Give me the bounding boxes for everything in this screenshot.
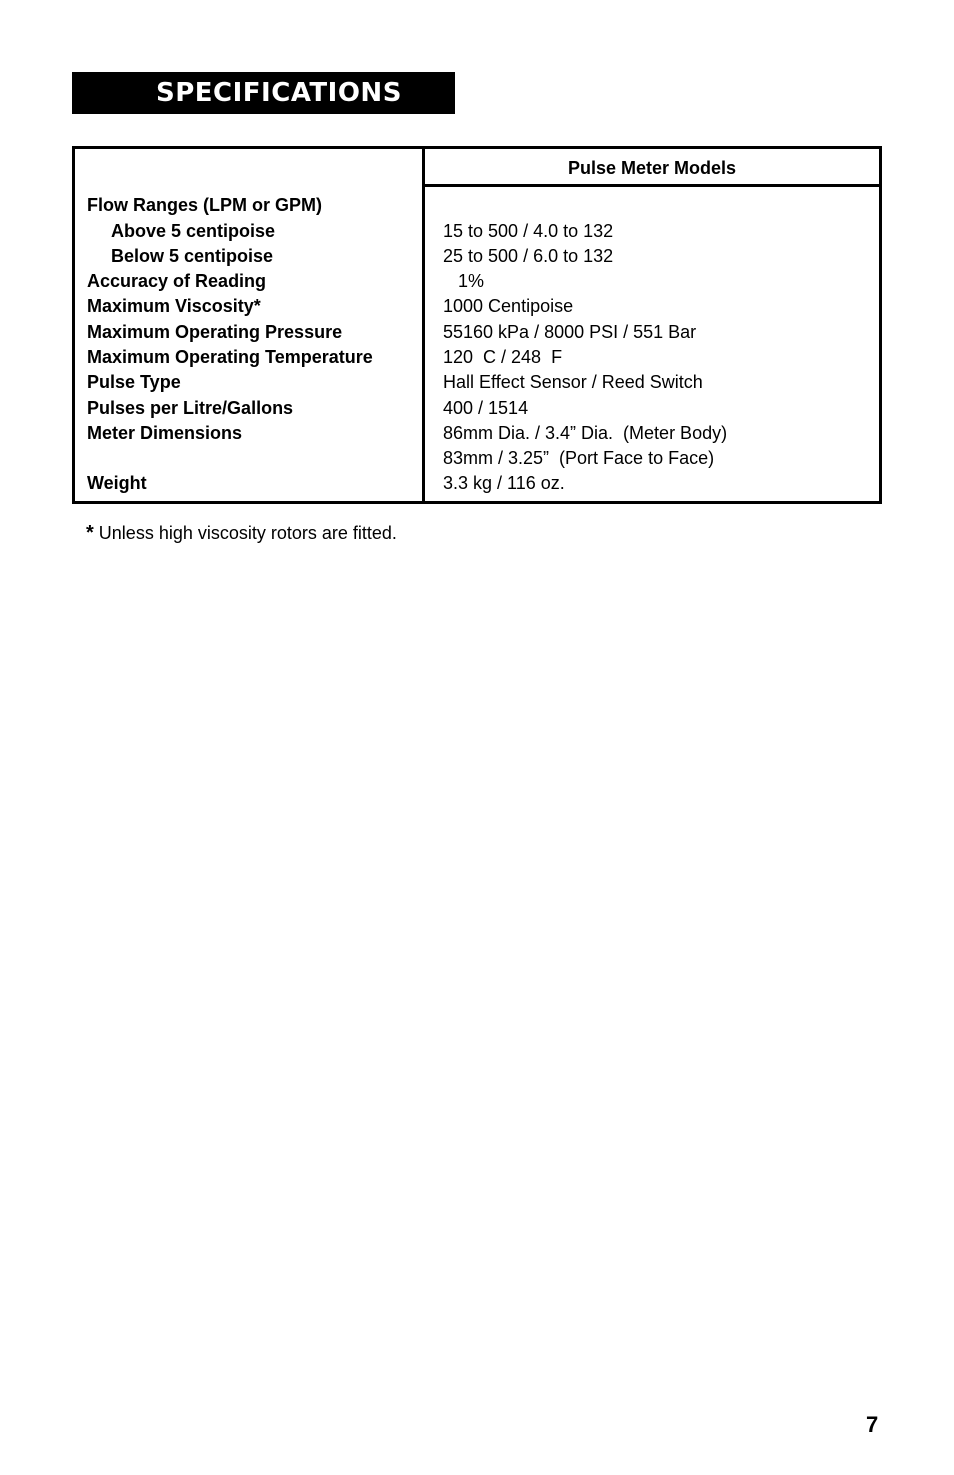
value-above-5-centipoise: 15 to 500 / 4.0 to 132	[443, 221, 614, 241]
footnote	[86, 522, 397, 544]
page-number: 7	[866, 1412, 879, 1437]
value-weight: 3.3 kg / 116 oz.	[443, 473, 565, 493]
footnote-text: Unless high viscosity rotors are fitted.	[93, 523, 397, 543]
value-meter-dimensions-body: 86mm Dia. / 3.4” Dia. (Meter Body)	[443, 423, 728, 443]
section-title: SPECIFICATIONS	[156, 78, 402, 108]
label-accuracy-of-reading: Accuracy of Reading	[87, 271, 267, 291]
value-maximum-viscosity: 1000 Centipoise	[443, 296, 574, 316]
label-maximum-viscosity: Maximum Viscosity*	[87, 296, 261, 316]
label-meter-dimensions: Meter Dimensions	[87, 423, 243, 443]
footnote-asterisk: *	[86, 522, 94, 544]
section-title-banner	[72, 72, 455, 114]
column-header-pulse-meter-models: Pulse Meter Models	[567, 158, 737, 178]
label-below-5-centipoise: Below 5 centipoise	[111, 246, 274, 266]
value-pulse-type: Hall Effect Sensor / Reed Switch	[443, 372, 703, 392]
header-rule	[422, 184, 879, 187]
label-weight: Weight	[87, 473, 147, 493]
label-maximum-operating-temperature: Maximum Operating Temperature	[87, 347, 373, 367]
value-meter-dimensions-port: 83mm / 3.25” (Port Face to Face)	[443, 448, 715, 468]
value-maximum-operating-pressure: 55160 kPa / 8000 PSI / 551 Bar	[443, 322, 697, 342]
label-flow-ranges: Flow Ranges (LPM or GPM)	[87, 195, 323, 215]
value-below-5-centipoise: 25 to 500 / 6.0 to 132	[443, 246, 614, 266]
label-above-5-centipoise: Above 5 centipoise	[111, 221, 276, 241]
label-pulse-type: Pulse Type	[87, 372, 181, 392]
column-divider	[422, 149, 425, 501]
value-pulses-per-litre-gallons: 400 / 1514	[443, 398, 529, 418]
label-maximum-operating-pressure: Maximum Operating Pressure	[87, 322, 343, 342]
value-accuracy-of-reading: 1%	[443, 271, 485, 291]
value-maximum-operating-temperature: 120 C / 248 F	[443, 347, 563, 367]
specifications-table	[72, 146, 882, 504]
label-pulses-per-litre-gallons: Pulses per Litre/Gallons	[87, 398, 294, 418]
